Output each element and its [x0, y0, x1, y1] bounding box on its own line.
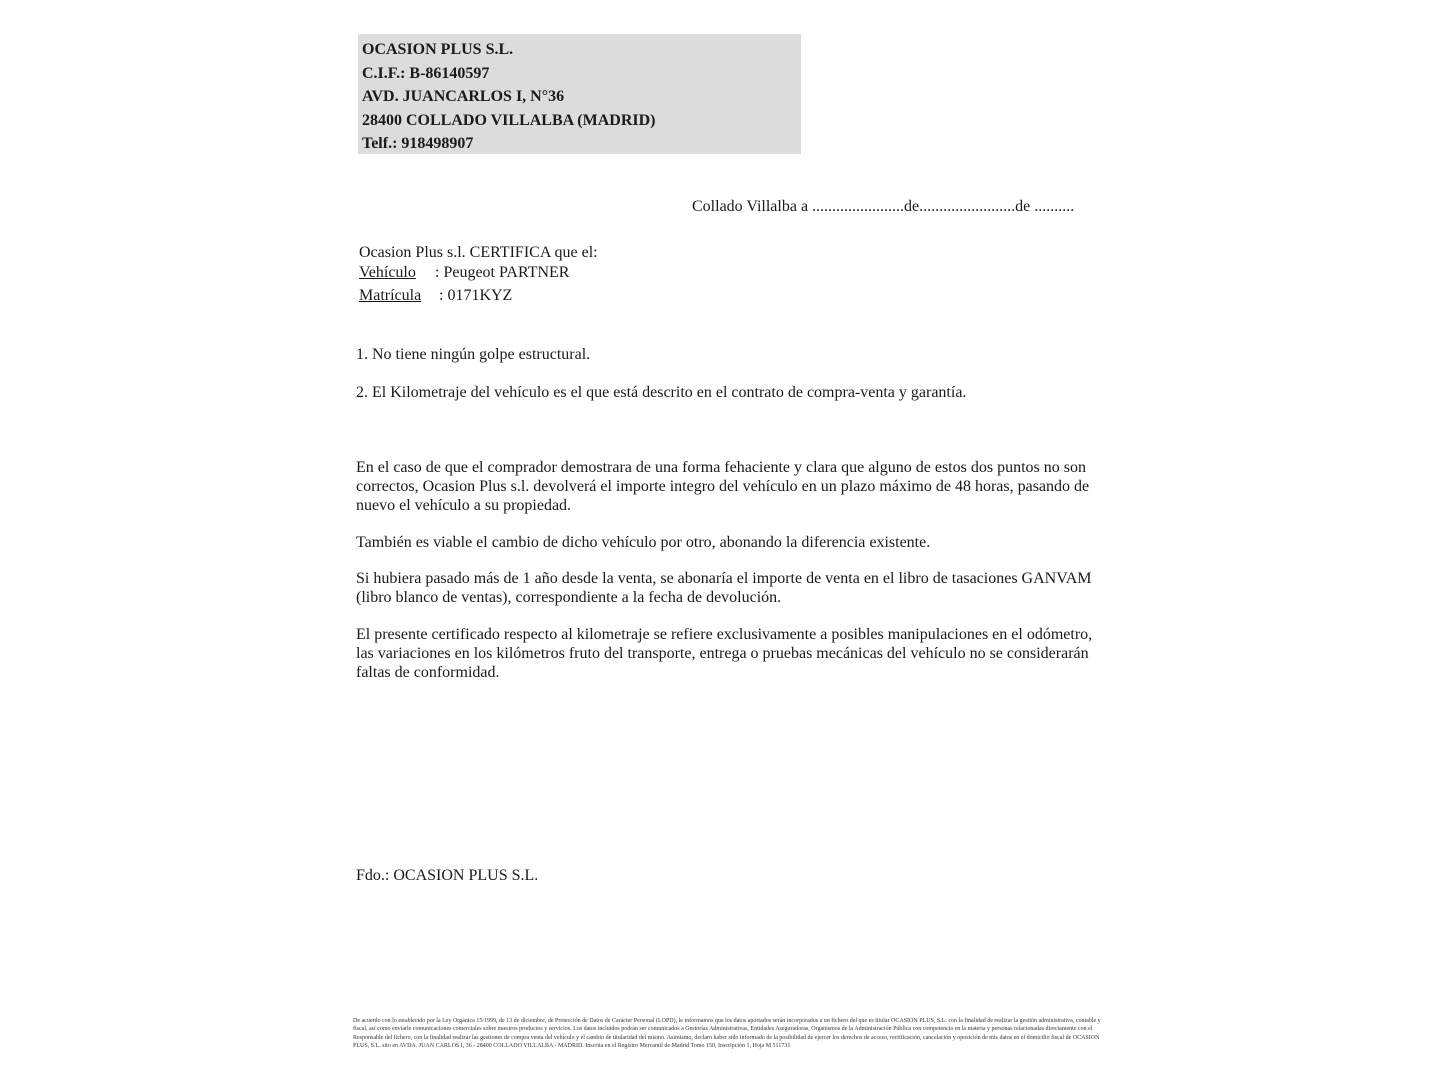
- paragraph-odometer: El presente certificado respecto al kilometraje se refiere exclusivamente a posibles manipulaciones en el odómetro, las variaciones en los kilómetros fruto del transporte, entrega o pruebas mecánicas del vehículo no se considerarán faltas de conformidad.: [356, 626, 1093, 681]
- signature: Fdo.: OCASION PLUS S.L.: [356, 867, 539, 884]
- legal-footer: De acuerdo con lo establecido por la Ley Orgánica 15/1999, de 13 de diciembre, de Protección de Datos de Carácter Personal (LOPD), le informamos que los datos aportados serán incorporados a un fichero del que es titular OCASION PLUS, S.L. con la finalidad de realizar la gestión administrativa, contable y fiscal, así como enviarle comunicaciones comerciales sobre nuestros productos y servicios. Los datos incluidos podrán ser comunicados a Gestorías Administrativas, Entidades Aseguradoras, Organismos de la Administración Pública con competencia en la materia y personas relacionadas directamente con el Responsable del fichero, con la finalidad realizar las gestiones de compra venta del vehículo y el cambio de titularidad del mismo. Asimismo, declaro haber sido informado de la posibilidad de ejercer los derechos de acceso, rectificación, cancelación y oposición de mis datos en el domicilio fiscal de OCASION PLUS, S.L. sito en AVDA. JUAN CARLOS I, 36 - 28400 COLLADO VILLALBA - MADRID. Inscrita en el Registro Mercantil de Madrid Tomo 150, Inscripción 1, Hoja M 511731: [353, 1018, 1101, 1050]
- paragraph-ganvam: Si hubiera pasado más de 1 año desde la venta, se abonaría el importe de venta en el libro de tasaciones GANVAM (libro blanco de ventas), correspondiente a la fecha de devolución.: [356, 570, 1092, 606]
- plate-row: [359, 287, 512, 305]
- plate-value: : 0171KYZ: [439, 287, 513, 304]
- company-header: [358, 34, 801, 154]
- vehicle-value: : Peugeot PARTNER: [435, 264, 570, 281]
- company-name: OCASION PLUS S.L.: [362, 41, 514, 58]
- point-1: 1. No tiene ningún golpe estructural.: [356, 346, 591, 363]
- vehicle-row: [359, 264, 569, 282]
- vehicle-label: Vehículo: [359, 264, 416, 281]
- paragraph-exchange: También es viable el cambio de dicho vehículo por otro, abonando la diferencia existente.: [356, 534, 931, 551]
- company-city: 28400 COLLADO VILLALBA (MADRID): [362, 111, 656, 129]
- certification-intro: Ocasion Plus s.l. CERTIFICA que el:: [359, 244, 598, 261]
- company-phone: Telf.: 918498907: [362, 135, 474, 152]
- date-line: Collado Villalba a .......................de........................de ..........: [692, 198, 1075, 215]
- company-address: AVD. JUANCARLOS I, N°36: [362, 88, 565, 105]
- point-2: 2. El Kilometraje del vehículo es el que está descrito en el contrato de compra-venta y garantía.: [356, 384, 967, 401]
- company-cif: C.I.F.: B-86140597: [362, 64, 490, 82]
- paragraph-refund: En el caso de que el comprador demostrara de una forma fehaciente y clara que alguno de estos dos puntos no son correctos, Ocasion Plus s.l. devolverá el importe integro del vehículo en un plazo máximo de 48 horas, pasando de nuevo el vehículo a su propiedad.: [356, 459, 1090, 514]
- plate-label: Matrícula: [359, 287, 422, 304]
